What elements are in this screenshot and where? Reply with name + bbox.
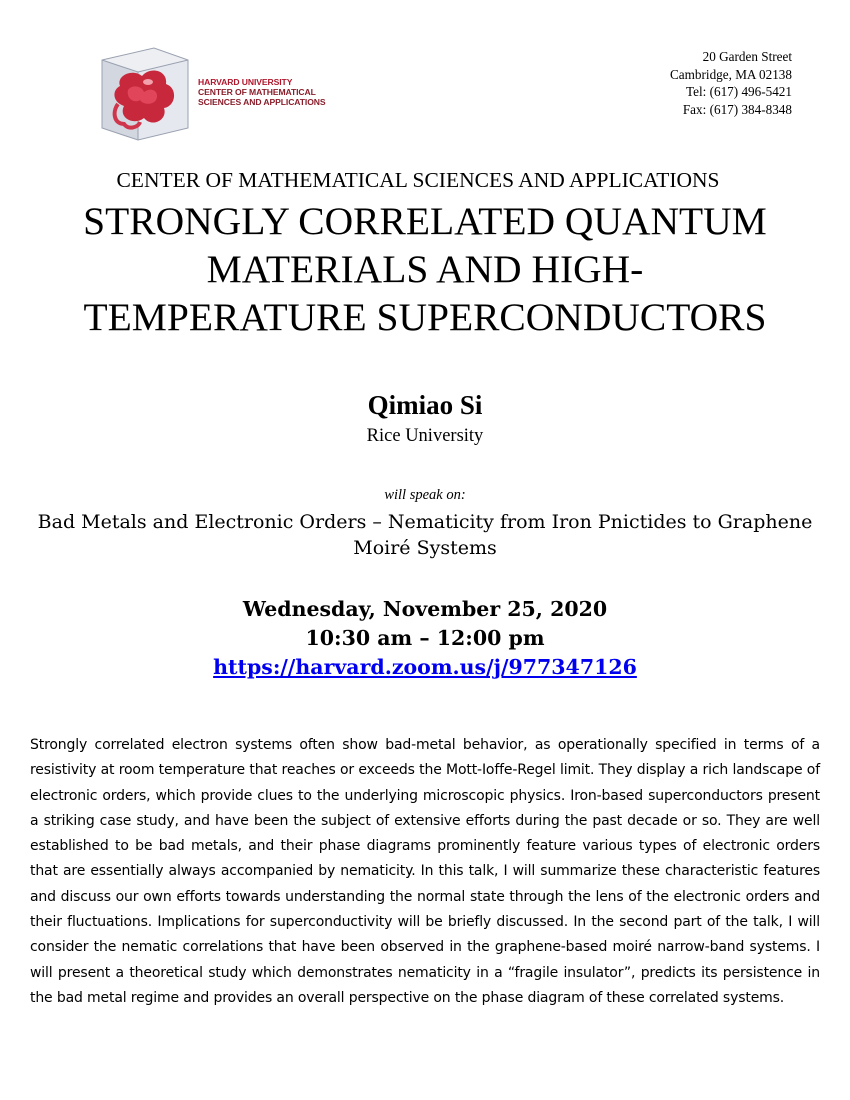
- logo-text: [198, 77, 326, 107]
- abstract-text: Strongly correlated electron systems often show bad-metal behavior, as operationally specified in terms of a resistivity at room temperature that reaches or exceeds the Mott-Ioffe-Regel limit. They display a rich landscape of electronic orders, which provide clues to the underlying microscopic physics. Iron-based superconductors present a striking case study, and have been the subject of extensive efforts during the past decade or so. They are well established to be bad metals, and their phase diagrams prominently feature various types of electronic orders that are essentially always accompanied by nematicity. In this talk, I will summarize these characteristic features and discuss our own efforts towards understanding the normal state through the lens of the electronic orders and their fluctuations. Implications for superconductivity will be briefly discussed. In the second part of the talk, I will consider the nematic correlations that have been observed in the graphene-based moiré narrow-band systems. I will present a theoretical study which demonstrates nematicity in a “fragile insulator”, predicts its persistence in the bad metal regime and provides an overall perspective on the phase diagram of these correlated systems.: [30, 737, 820, 1006]
- talk-title: [20, 509, 830, 561]
- speaker-affiliation: Rice University: [366, 426, 484, 446]
- cmsa-logo: [98, 46, 326, 142]
- event-date: Wednesday, November 25, 2020: [242, 597, 608, 621]
- logo-line-sciences: SCIENCES AND APPLICATIONS: [198, 97, 326, 107]
- will-speak-on-label: will speak on:: [384, 487, 466, 503]
- talk-title-line: Moiré Systems: [353, 537, 497, 559]
- address-fax: Fax: (617) 384-8348: [682, 101, 792, 117]
- address-city: Cambridge, MA 02138: [670, 66, 792, 82]
- zoom-link[interactable]: https://harvard.zoom.us/j/977347126: [213, 655, 637, 679]
- event-schedule: [0, 595, 850, 682]
- address-street: 20 Garden Street: [702, 49, 792, 64]
- cube-logo-icon: [98, 46, 193, 142]
- speaker-name: Qimiao Si: [367, 390, 483, 420]
- center-name: CENTER OF MATHEMATICAL SCIENCES AND APPLICATIONS: [116, 168, 720, 192]
- talk-title-line: Bad Metals and Electronic Orders – Nematicity from Iron Pnictides to Graphene: [37, 511, 813, 533]
- title-line: STRONGLY CORRELATED QUANTUM: [83, 199, 767, 243]
- address-block: [670, 48, 792, 118]
- title-line: MATERIALS AND HIGH-: [206, 247, 644, 291]
- logo-line-center: CENTER OF MATHEMATICAL: [198, 87, 316, 97]
- event-time: 10:30 am – 12:00 pm: [305, 626, 545, 650]
- title-line: TEMPERATURE SUPERCONDUCTORS: [83, 295, 767, 339]
- event-title: [0, 197, 850, 341]
- logo-line-university: HARVARD UNIVERSITY: [198, 77, 293, 87]
- address-tel: Tel: (617) 496-5421: [685, 84, 792, 99]
